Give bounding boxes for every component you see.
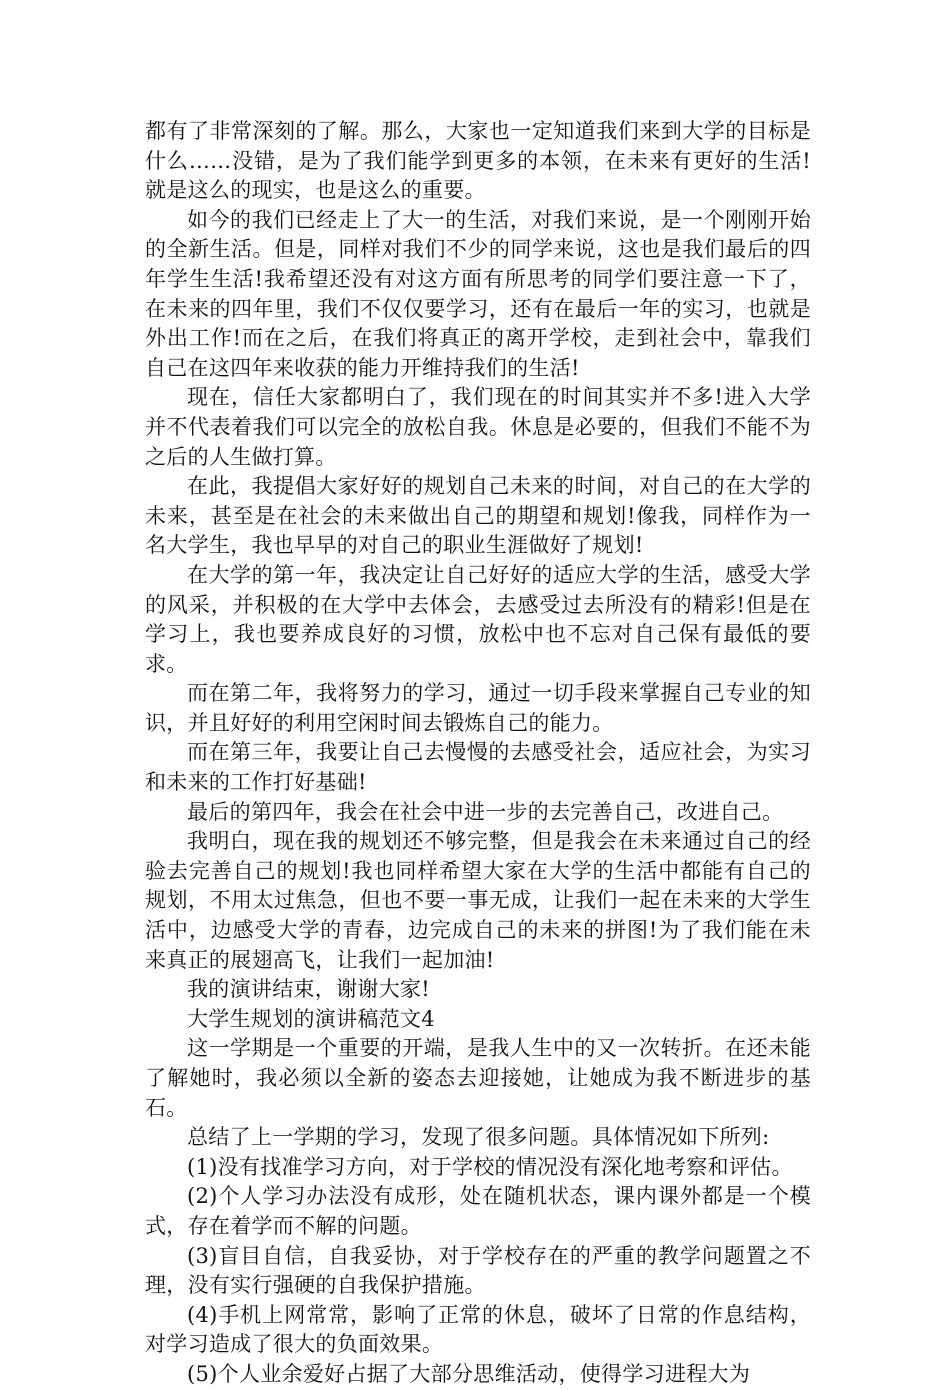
paragraph: 我明白，现在我的规划还不够完整，但是我会在未来通过自己的经验去完善自己的规划!我也同样希望大家在大学的生活中都能有自己的规划，不用太过焦急，但也不要一事无成，让我们一起在未来的大学生活中，边感受大学的青春，边完成自己的未来的拼图!为了我们能在未来真正的展翅高飞，让我们一起加油! bbox=[145, 829, 811, 972]
paragraph: 而在第二年，我将努力的学习，通过一切手段来掌握自己专业的知识，并且好好的利用空闲时间去锻炼自己的能力。 bbox=[145, 681, 811, 735]
list-item: (2)个人学习办法没有成形，处在随机状态，课内课外都是一个模式，存在着学而不解的问题。 bbox=[145, 1184, 811, 1238]
paragraph: 在大学的第一年，我决定让自己好好的适应大学的生活，感受大学的风采，并积极的在大学中去体会，去感受过去所没有的精彩!但是在学习上，我也要养成良好的习惯，放松中也不忘对自己保有最低的要求。 bbox=[145, 562, 811, 676]
list-item: (3)盲目自信，自我妥协，对于学校存在的严重的教学问题置之不理，没有实行强硬的自我保护措施。 bbox=[145, 1243, 811, 1298]
document-body bbox=[145, 117, 811, 1390]
section-heading: 大学生规划的演讲稿范文4 bbox=[187, 1006, 435, 1031]
paragraph: 都有了非常深刻的了解。那么，大家也一定知道我们来到大学的目标是什么……没错，是为了我们能学到更多的本领，在未来有更好的生活!就是这么的现实，也是这么的重要。 bbox=[145, 119, 811, 203]
paragraph: 最后的第四年，我会在社会中进一步的去完善自己，改进自己。 bbox=[187, 799, 784, 824]
paragraph: 在此，我提倡大家好好的规划自己未来的时间，对自己的在大学的未来，甚至是在社会的未来做出自己的期望和规划!像我，同样作为一名大学生，我也早早的对自己的职业生涯做好了规划! bbox=[145, 474, 811, 558]
list-item: (1)没有找准学习方向，对于学校的情况没有深化地考察和评估。 bbox=[187, 1154, 793, 1179]
closing-line: 我的演讲结束，谢谢大家! bbox=[187, 977, 431, 1002]
list-item: (4)手机上网常常，影响了正常的休息，破坏了日常的作息结构，对学习造成了很大的负面效果。 bbox=[145, 1302, 811, 1357]
paragraph: 这一学期是一个重要的开端，是我人生中的又一次转折。在还未能了解她时，我必须以全新的姿态去迎接她，让她成为我不断进步的基石。 bbox=[145, 1036, 811, 1120]
paragraph: 而在第三年，我要让自己去慢慢的去感受社会，适应社会，为实习和未来的工作打好基础! bbox=[145, 740, 811, 795]
paragraph: 总结了上一学期的学习，发现了很多问题。具体情况如下所列: bbox=[187, 1125, 770, 1150]
list-item: (5)个人业余爱好占据了大部分思维活动，使得学习进程大为 bbox=[187, 1361, 751, 1386]
paragraph: 现在，信任大家都明白了，我们现在的时间其实并不多!进入大学并不代表着我们可以完全的放松自我。休息是必要的，但我们不能不为之后的人生做打算。 bbox=[145, 385, 811, 469]
paragraph: 如今的我们已经走上了大一的生活，对我们来说，是一个刚刚开始的全新生活。但是，同样对我们不少的同学来说，这也是我们最后的四年学生生活!我希望还没有对这方面有所思考的同学们要注意一下了，在未来的四年里，我们不仅仅要学习，还有在最后一年的实习，也就是外出工作!而在之后，在我们将真正的离开学校，走到社会中，靠我们自己在这四年来收获的能力开维持我们的生活! bbox=[145, 207, 811, 380]
